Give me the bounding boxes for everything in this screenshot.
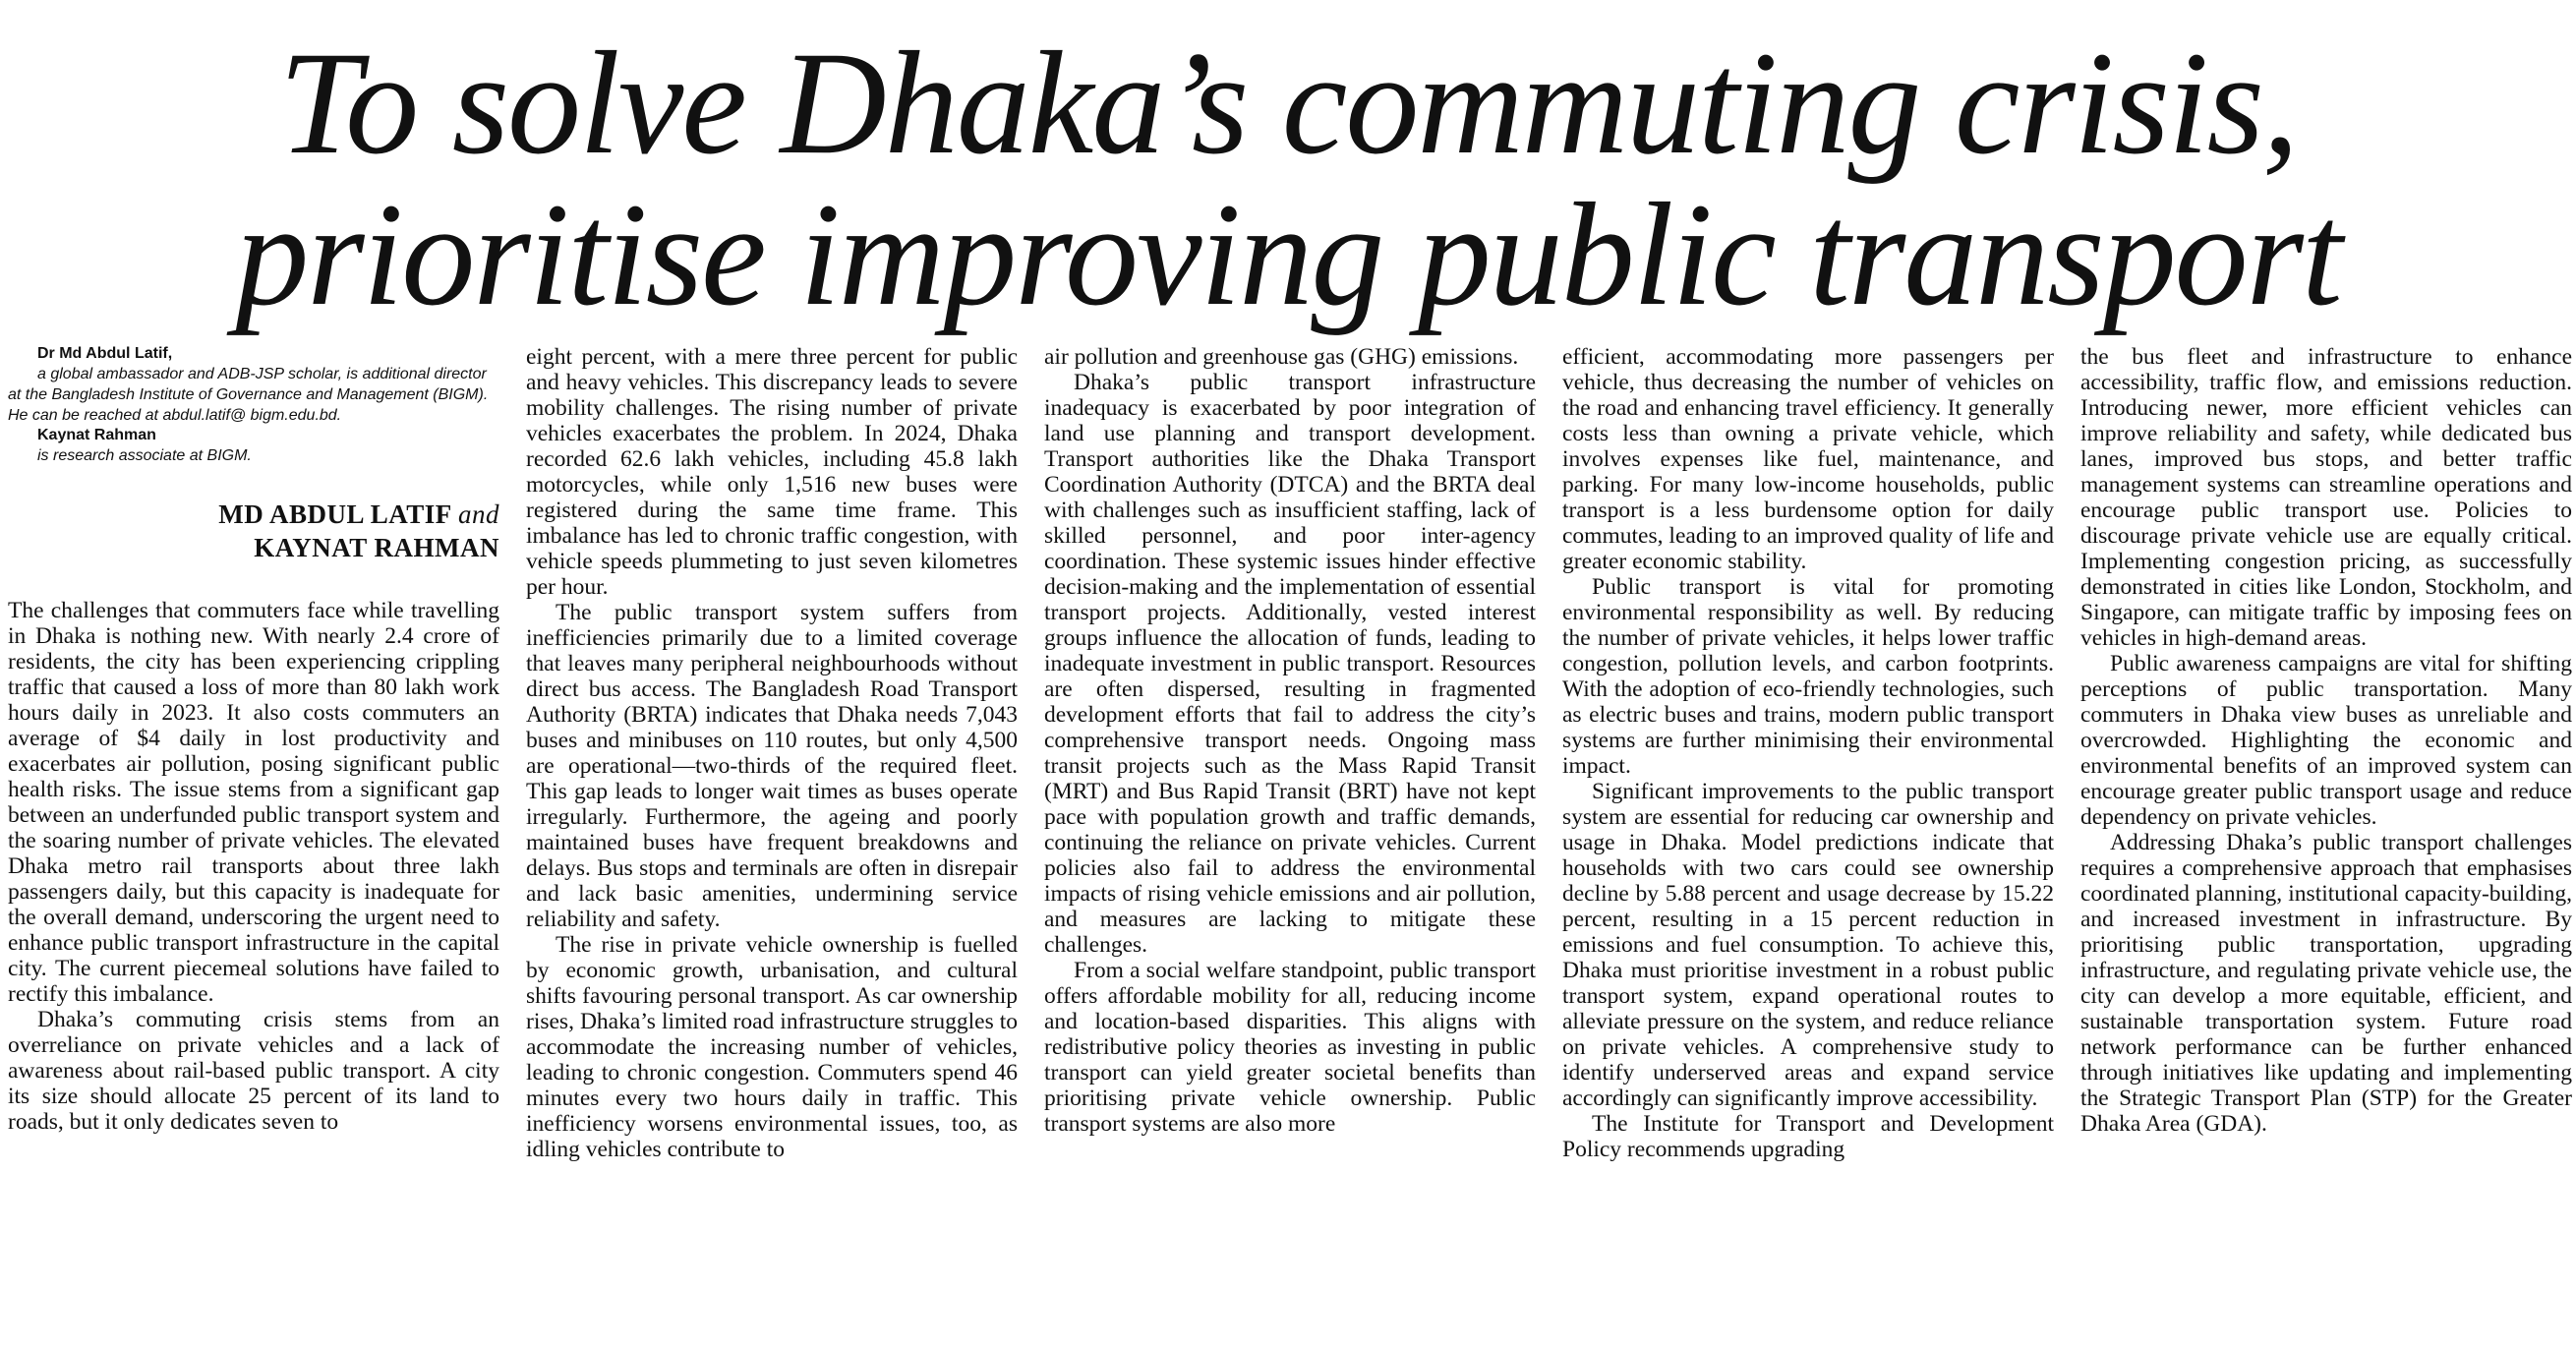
article-paragraph: From a social welfare standpoint, public transport offers affordable mobility for all, reducing income and location-based disparities. This aligns with redistributive policy theories as investing in public transport can yield greater societal benefits than prioritising private vehicle ownership. Public transport systems are also more [1044, 958, 1536, 1137]
byline-and: and [458, 499, 499, 529]
byline-author-1: MD ABDUL LATIF [218, 499, 451, 529]
column-5 [2080, 344, 2572, 1347]
article-paragraph: Public awareness campaigns are vital for shifting perceptions of public transportation. Many commuters in Dhaka view buses as unreliable and overcrowded. Highlighting the economic and environmental benefits of an improved system can encourage greater public transport usage and reduce dependency on private vehicles. [2080, 651, 2572, 830]
article-paragraph: eight percent, with a mere three percent for public and heavy vehicles. This discrepancy leads to severe mobility challenges. The rising number of private vehicles exacerbates the problem. In 2024, Dhaka recorded 62.6 lakh vehicles, including 45.8 lakh motorcycles, while only 1,516 new buses were registered during the same time frame. This imbalance has led to chronic traffic congestion, with vehicle speeds plummeting to just seven kilometres per hour. [526, 344, 1018, 600]
article-paragraph: air pollution and greenhouse gas (GHG) emissions. [1044, 344, 1519, 370]
byline-author-2: KAYNAT RAHMAN [254, 533, 499, 562]
byline [8, 498, 499, 564]
author-bio-text-2: is research associate at BIGM. [37, 447, 252, 464]
article-paragraph: efficient, accommodating more passengers per vehicle, thus decreasing the number of vehicles on the road and enhancing travel efficiency. It generally costs less than owning a private vehicle, which involves expenses like fuel, maintenance, and parking. For many low-income households, public transport is a less burdensome option for daily commutes, leading to an improved quality of life and greater economic stability. [1562, 344, 2054, 574]
author-bio-text-1: a global ambassador and ADB-JSP scholar, is additional director at the Bangladesh Institute of Governance and Management (BIGM). He can be reached at abdul.latif@ bigm.edu.bd. [8, 366, 489, 424]
author-bio-name-2: Kaynat Rahman [37, 427, 156, 443]
column-2 [526, 344, 1018, 1347]
article-paragraph: the bus fleet and infrastructure to enhance accessibility, traffic flow, and emissions reduction. Introducing newer, more efficient vehicles can improve reliability and safety, while dedicated bus lanes, improved bus stops, and better traffic management systems can streamline operations and encourage public transport use. Policies to discourage private vehicle use are equally critical. Implementing congestion pricing, as successfully demonstrated in cities like London, Stockholm, and Singapore, can mitigate traffic by imposing fees on vehicles in high-demand areas. [2080, 344, 2572, 651]
headline [0, 22, 2576, 336]
column-4 [1562, 344, 2054, 1347]
author-bio-name-1: Dr Md Abdul Latif, [37, 345, 173, 362]
article-paragraph: Significant improvements to the public transport system are essential for reducing car ownership and usage in Dhaka. Model predictions indicate that households with two cars could see ownership decline by 5.88 percent and usage decrease by 15.22 percent, resulting in a 15 percent reduction in emissions and fuel consumption. To achieve this, Dhaka must prioritise investment in a robust public transport system, expand operational routes to alleviate pressure on the system, and reduce reliance on private vehicles. A comprehensive study to identify underserved areas and expand service accordingly can significantly improve accessibility. [1562, 779, 2054, 1111]
article-paragraph: The rise in private vehicle ownership is fuelled by economic growth, urbanisation, and cultural shifts favouring personal transport. As car ownership rises, Dhaka’s limited road infrastructure struggles to accommodate the increasing number of vehicles, leading to chronic congestion. Commuters spend 46 minutes every two hours daily in traffic. This inefficiency worsens environmental issues, too, as idling vehicles contribute to [526, 932, 1018, 1162]
article-paragraph: Public transport is vital for promoting environmental responsibility as well. By reducing the number of private vehicles, it helps lower traffic congestion, pollution levels, and carbon footprints. With the adoption of eco-friendly technologies, such as electric buses and trains, modern public transport systems are further minimising their environmental impact. [1562, 574, 2054, 779]
article-paragraph: Addressing Dhaka’s public transport challenges requires a comprehensive approach that emphasises coordinated planning, institutional capacity-building, and increased investment in infrastructure. By prioritising public transportation, upgrading infrastructure, and regulating private vehicle use, the city can develop a more equitable, efficient, and sustainable transportation system. Future road network performance can be further enhanced through initiatives like updating and implementing the Strategic Transport Plan (STP) for the Greater Dhaka Area (GDA). [2080, 830, 2572, 1137]
article-paragraph: Dhaka’s public transport infrastructure inadequacy is exacerbated by poor integration of land use planning and transport development. Transport authorities like the Dhaka Transport Coordination Authority (DTCA) and the BRTA deal with challenges such as insufficient staffing, lack of skilled personnel, and poor inter-agency coordination. These systemic issues hinder effective decision-making and the implementation of essential transport projects. Additionally, vested interest groups influence the allocation of funds, leading to inadequate investment in public transport. Resources are often dispersed, resulting in fragmented development efforts that fail to address the city’s comprehensive transport needs. Ongoing mass transit projects such as the Mass Rapid Transit (MRT) and Bus Rapid Transit (BRT) have not kept pace with population growth and traffic demands, continuing the reliance on private vehicles. Current policies also fail to address the environmental impacts of rising vehicle emissions and air pollution, and measures are lacking to mitigate these challenges. [1044, 370, 1536, 958]
article-paragraph: The public transport system suffers from inefficiencies primarily due to a limited coverage that leaves many peripheral neighbourhoods without direct bus access. The Bangladesh Road Transport Authority (BRTA) indicates that Dhaka needs 7,043 buses and minibuses on 110 routes, but only 4,500 are operational—two-thirds of the required fleet. This gap leads to longer wait times as buses operate irregularly. Furthermore, the ageing and poorly maintained buses have frequent breakdowns and delays. Bus stops and terminals are often in disrepair and lack basic amenities, undermining service reliability and safety. [526, 600, 1018, 932]
headline-line-2: prioritise improving public transport [235, 173, 2341, 336]
article-paragraph: The Institute for Transport and Development Policy recommends upgrading [1562, 1111, 2054, 1162]
column-3 [1044, 344, 1536, 1347]
article-paragraph: The challenges that commuters face while travelling in Dhaka is nothing new. With nearly 2.4 crore of residents, the city has been experiencing crippling traffic that caused a loss of more than 80 lakh work hours daily in 2023. It also costs commuters an average of $4 daily in lost productivity and exacerbates air pollution, posing significant public health risks. The issue stems from a significant gap between an underfunded public transport system and the soaring number of private vehicles. The elevated Dhaka metro rail transports about three lakh passengers daily, but this capacity is inadequate for the overall demand, underscoring the urgent need to enhance public transport infrastructure in the capital city. The current piecemeal solutions have failed to rectify this imbalance. [8, 598, 499, 1007]
column-1 [8, 344, 499, 1347]
article-paragraph: Dhaka’s commuting crisis stems from an overreliance on private vehicles and a lack of awareness about rail-based public transport. A city its size should allocate 25 percent of its land to roads, but it only dedicates seven to [8, 1007, 499, 1135]
headline-line-1: To solve Dhaka’s commuting crisis, [278, 22, 2298, 185]
